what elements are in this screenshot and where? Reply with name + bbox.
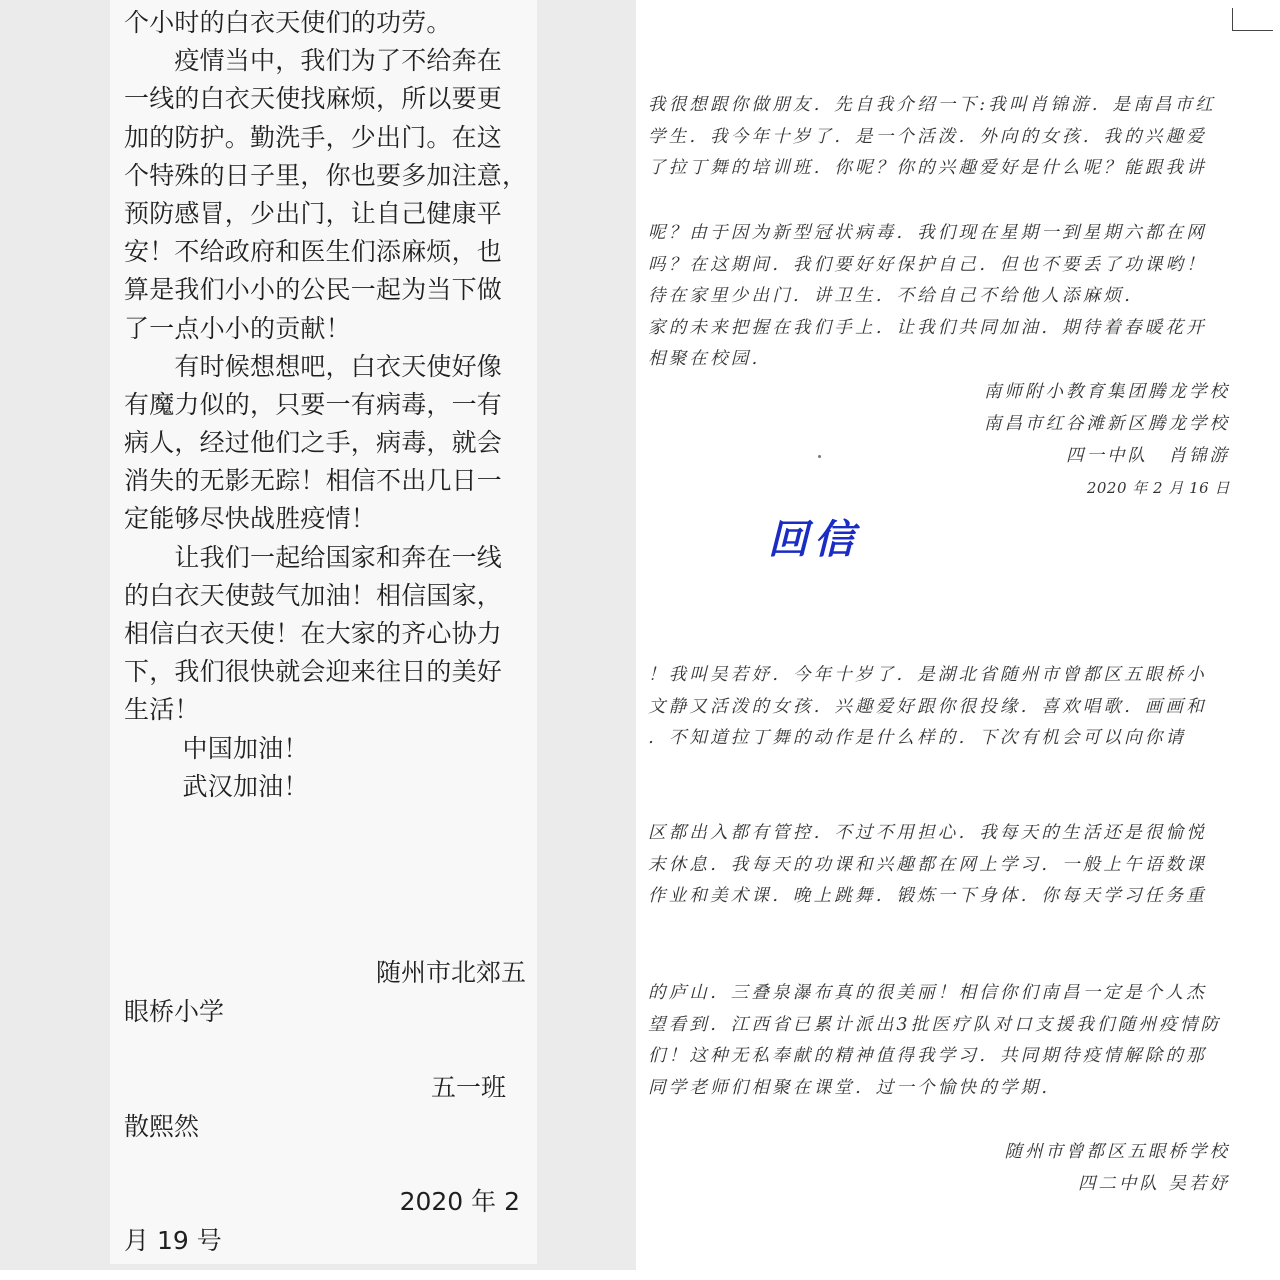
signature-school-line2: 眼桥小学 (124, 997, 225, 1026)
handwritten-line: 望看到．江西省已累计派出3批医疗队对口支援我们随州疫情防 (648, 1014, 1222, 1035)
left-letter-line: 个小时的白衣天使们的功劳。 (124, 8, 452, 37)
left-letter-line: 中国加油！ (124, 733, 309, 763)
left-signature-class (124, 1068, 506, 1104)
handwritten-line: 末休息．我每天的功课和兴趣都在网上学习．一般上午语数课 (648, 854, 1207, 875)
left-letter-line: 预防感冒，少出门，让自己健康平 (124, 198, 503, 228)
signature-school2: 南昌市红谷滩新区腾龙学校 (984, 414, 1230, 434)
handwritten-line: 了拉丁舞的培训班．你呢？你的兴趣爱好是什么呢？能跟我讲 (648, 158, 1207, 178)
left-letter-line: 了一点小小的贡献！ (124, 313, 351, 343)
reply-signature (1005, 1136, 1231, 1200)
left-signature-date-cont (124, 1221, 526, 1257)
left-letter-line: 相信白衣天使！在大家的齐心协力 (124, 619, 503, 648)
handwritten-line: 家的未来把握在我们手上．让我们共同加油．期待着春暖花开 (648, 317, 1207, 338)
reply-paragraph-1 (648, 660, 1238, 755)
handwritten-line: 同学老师们相聚在课堂．过一个愉快的学期． (648, 1077, 1062, 1098)
left-letter-line: 武汉加油！ (124, 771, 309, 801)
signature-class-line2: 散熙然 (124, 1112, 200, 1141)
handwritten-line: ！我叫吴若妤．今年十岁了．是湖北省随州市曾都区五眼桥小 (648, 665, 1207, 685)
handwritten-line: 作业和美术课．晚上跳舞．锻炼一下身体．你每天学习任务重 (648, 886, 1207, 906)
left-letter-line: 病人，经过他们之手，病毒，就会 (124, 428, 503, 458)
handwritten-line: 的庐山．三叠泉瀑布真的很美丽！相信你们南昌一定是个人杰 (648, 983, 1207, 1003)
left-letter-line: 定能够尽快战胜疫情！ (124, 504, 377, 534)
handwritten-line: 区都出入都有管控．不过不用担心．我每天的生活还是很愉悦 (648, 823, 1207, 843)
handwritten-line: 吗？在这期间．我们要好好保护自己．但也不要丢了功课哟！ (648, 254, 1207, 275)
handwritten-line: 学生．我今年十岁了．是一个活泼．外向的女孩．我的兴趣爱 (648, 126, 1207, 147)
reply-paragraph-2 (648, 818, 1238, 913)
handwritten-line: 呢？由于因为新型冠状病毒．我们现在星期一到星期六都在网 (648, 223, 1207, 243)
left-letter-line: 一线的白衣天使找麻烦，所以要更 (124, 84, 503, 114)
crop-corner-mark (1232, 8, 1273, 31)
left-letter-line: 算是我们小小的公民一起为当下做 (124, 275, 503, 305)
left-letter-line: 有时候想想吧，白衣天使好像 (124, 351, 503, 381)
left-letter-line: 下，我们很快就会迎来往日的美好 (124, 657, 503, 687)
left-letter-body (124, 4, 526, 806)
handwritten-line: 待在家里少出门．讲卫生．不给自己不给他人添麻烦． (648, 286, 1145, 306)
handwritten-line: 相聚在校园． (648, 349, 773, 369)
first-letter-body (648, 218, 1238, 376)
left-letter-line: 安！不给政府和医生们添麻烦，也 (124, 237, 503, 267)
handwritten-line: 们！这种无私奉献的精神值得我学习．共同期待疫情解除的那 (648, 1046, 1207, 1066)
left-letter-line: 消失的无影无踪！相信不出几日一 (124, 466, 503, 496)
signature-school-line1: 随州市北郊五 (375, 958, 526, 987)
left-signature-school-cont (124, 992, 526, 1028)
left-letter-line: 疫情当中，我们为了不给奔在 (124, 46, 503, 76)
left-letter-line: 加的防护。勤洗手，少出门。在这 (124, 122, 503, 152)
left-signature-name (124, 1107, 526, 1143)
reply-title: 回信 (768, 516, 860, 563)
stray-dot (818, 455, 821, 458)
left-signature-school (124, 953, 526, 989)
signature-date: 2020 年 2 月 16 日 (1086, 479, 1230, 497)
signature-class: 四一中队 肖锦游 (1066, 446, 1230, 466)
handwritten-line: 我很想跟你做朋友．先自我介绍一下:我叫肖锦游．是南昌市红 (648, 95, 1216, 115)
reply-signature-class: 四二中队 吴若妤 (1077, 1174, 1230, 1194)
left-letter-line: 生活！ (124, 695, 200, 725)
signature-date-line1: 2020 年 2 (399, 1187, 520, 1216)
first-letter-intro (648, 90, 1238, 185)
left-letter-line: 有魔力似的，只要一有病毒，一有 (124, 389, 503, 419)
reply-signature-school: 随州市曾都区五眼桥学校 (1004, 1142, 1230, 1162)
left-letter-line: 个特殊的日子里，你也要多加注意， (124, 160, 528, 190)
left-letter-line: 的白衣天使鼓气加油！相信国家， (124, 580, 503, 610)
handwritten-line: ．不知道拉丁舞的动作是什么样的．下次有机会可以向你请 (648, 728, 1187, 748)
first-letter-signature (984, 376, 1230, 504)
left-letter-line: 让我们一起给国家和奔在一线 (124, 542, 503, 572)
reply-paragraph-3 (648, 978, 1238, 1104)
signature-class-line1: 五一班 (430, 1073, 506, 1102)
left-signature-date (124, 1182, 520, 1218)
signature-school1: 南师附小教育集团腾龙学校 (984, 382, 1230, 402)
handwritten-line: 文静又活泼的女孩．兴趣爱好跟你很投缘．喜欢唱歌．画画和 (648, 696, 1207, 717)
signature-date-line2: 月 19 号 (124, 1226, 222, 1255)
